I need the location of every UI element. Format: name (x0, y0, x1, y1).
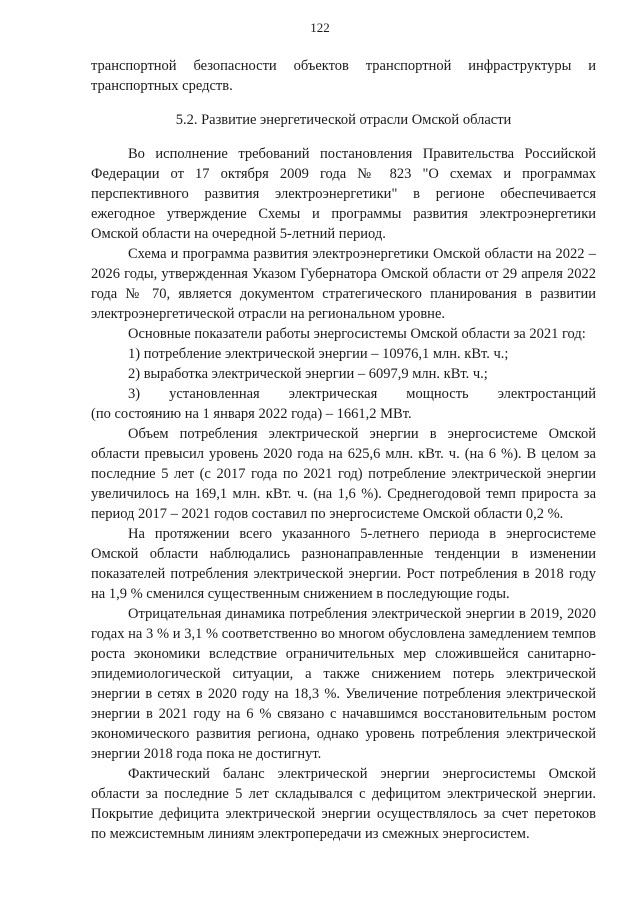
paragraph-consumption-trends: На протяжении всего указанного 5-летнего периода в энергосистеме Омской области наблюдались разнонаправленные тенденции в изменении показателей потребления электрической энергии. Рост потребления в 2018 году на 1,9 % сменился существенным снижением в последующие годы. (91, 526, 596, 602)
section-heading: 5.2. Развитие энергетической отрасли Омской области (175, 112, 512, 128)
page-number: 122 (310, 20, 330, 35)
list-item-generation: 2) выработка электрической энергии – 6097,9 млн. кВт. ч.; (128, 366, 488, 382)
list-item-capacity: 3) установленная электрическая мощность электростанций (128, 386, 596, 402)
document-body (91, 56, 596, 844)
list-item-consumption: 1) потребление электрической энергии – 10976,1 млн. кВт. ч.; (128, 346, 509, 362)
paragraph-negative-dynamics: Отрицательная динамика потребления электрической энергии в 2019, 2020 годах на 3 % и 3,1 % соответственно во многом обусловлена замедлением темпов роста экономики вследствие ограничительных мер сложившейся санитарно-эпидемиологической ситуации, а также снижением потерь электрической энергии в сетях в 2020 году на 18,3 %. Увеличение потребления электрической энергии в 2021 году на 6 % связано с начавшимся восстановительным ростом экономического развития региона, однако уровень потребления электрической энергии 2018 года пока не достигнут. (91, 606, 596, 762)
paragraph-scheme-approval: Схема и программа развития электроэнергетики Омской области на 2022 – 2026 годы, утвержденная Указом Губернатора Омской области от 29 апреля 2022 года № 70, является документом стратегического планирования в развитии электроэнергетической отрасли на региональном уровне. (91, 246, 596, 322)
paragraph-scheme-requirement: Во исполнение требований постановления Правительства Российской Федерации от 17 октября 2009 года № 823 "О схемах и программах перспективного развития электроэнергетики" в регионе обеспечивается ежегодное утверждение Схемы и программы развития электроэнергетики Омской области на очередной 5-летний период. (91, 146, 596, 242)
paragraph-key-indicators: Основные показатели работы энергосистемы Омской области за 2021 год: (128, 326, 586, 342)
paragraph-energy-balance: Фактический баланс электрической энергии энергосистемы Омской области за последние 5 лет складывался с дефицитом электрической энергии. Покрытие дефицита электрической энергии осуществлялось за счет перетоков по межсистемным линиям электропередачи из смежных энергосистем. (91, 766, 596, 842)
paragraph-consumption-volume: Объем потребления электрической энергии в энергосистеме Омской области превысил уровень 2020 года на 625,6 млн. кВт. ч. (на 6 %). В целом за последние 5 лет (с 2017 года по 2021 год) потребление электрической энергии увеличилось на 169,1 млн. кВт. ч. (на 1,6 %). Среднегодовой темп прироста за период 2017 – 2021 годов составил по энергосистеме Омской области 0,2 %. (91, 426, 596, 522)
list-item-capacity-cont: (по состоянию на 1 января 2022 года) – 1661,2 МВт. (91, 406, 412, 422)
continued-paragraph: транспортной безопасности объектов транспортной инфраструктуры и транспортных средств. (91, 58, 596, 94)
